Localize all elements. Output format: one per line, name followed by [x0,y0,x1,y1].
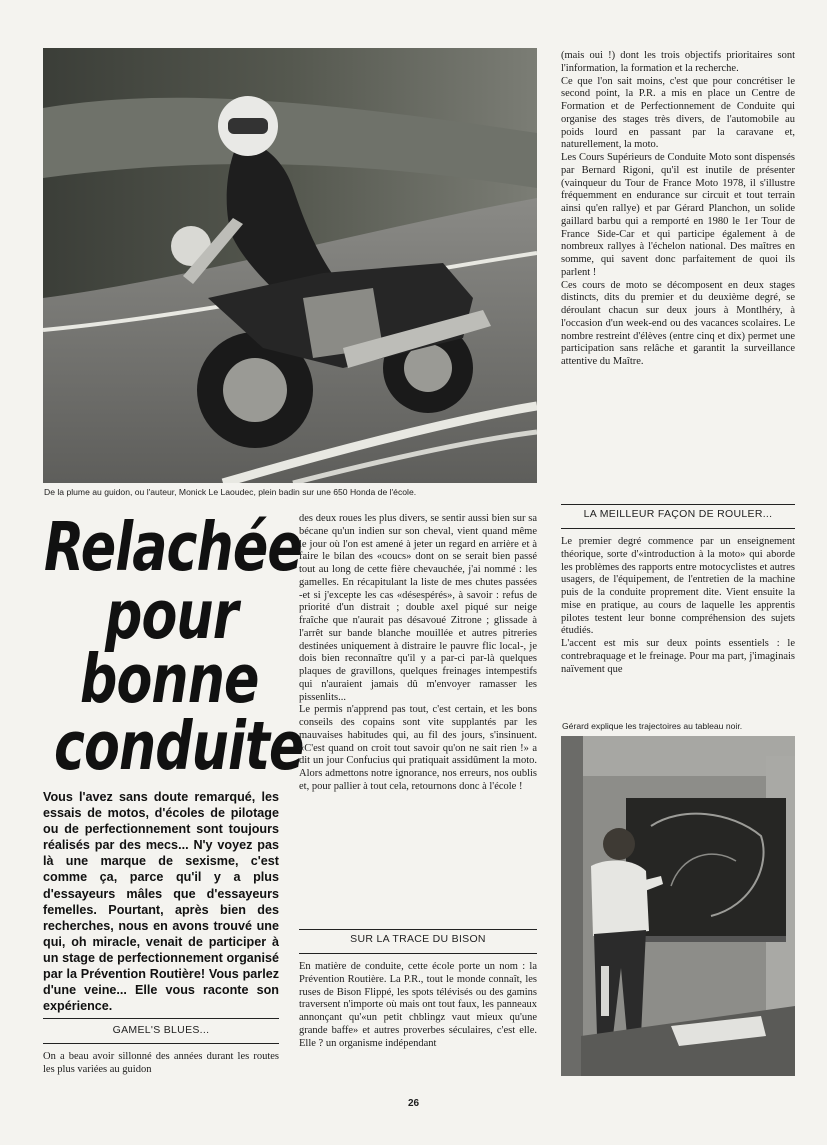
col2-paragraph-2: Le permis n'apprend pas tout, c'est certain, et les bons conseils des copains sont vite supplantés par les mauvaises habitudes qui, au fil des jours, s'insinuent. «C'est quand on croit tout savoir qu'on ne sait rien !» a dit un jour Confucius qui pratiquait assidûment la moto. Alors admettons notre ignorance, nos erreurs, nos oublis et, pour pallier à tout cela, retournons donc à l'école ! [299,704,537,792]
gamel-heading: GAMEL'S BLUES... [112,1024,210,1036]
article-title-line-1: Relachée [44,508,302,587]
motorcycle-photo [43,48,537,483]
col3-paragraph-4: Ces cours de moto se décomposent en deux stages distincts, dits du premier et du deuxième degré, se déroulant chacun sur deux jours à Montlhéry, à l'occasion d'un week-end ou des vacances scolaires. Le nombre restreint d'élèves (entre cinq et dix) permet une participation sans relâche et garantit la surveillance attentive du Maître. [561,279,795,367]
gamel-rule-top [43,1018,279,1019]
article-title-line-3: bonne [80,640,259,719]
col3-paragraph-3: Les Cours Supérieurs de Conduite Moto sont dispensés par Bernard Rigoni, qu'il est inutile de présenter (vainqueur du Tour de France Moto 1978, il s'illustre fréquemment en endurance sur circuit et tout terrain ainsi qu'en rallye) et par Gérard Planchon, un solide gaillard barbu qui a remporté en 1980 le 1er Tour de France Side-Car et qui participe également à de nombreux rallyes à l'échelon national. Des maîtres en somme, qui savent donc parfaitement de quoi ils parlent ! [561,152,795,278]
bison-rule-bottom [299,953,537,954]
col3-paragraph-1: (mais oui !) dont les trois objectifs prioritaires sont l'information, la formation et la recherche. [561,50,795,74]
rouler-rule-top [561,504,795,505]
bison-rule-top [299,929,537,930]
col2-paragraph-1: des deux roues les plus divers, se sentir aussi bien sur sa bécane qu'un indien sur son cheval, vient quand même le jour où l'on est amené à jeter un regard en arrière et à faire le bilan des «coucs» dont on se serait bien passé tout au long de cette fière chevauchée, j'ai nommé : les gamelles. En récapitulant la liste de mes chutes passées -et si j'excepte les cas «désespérés», à savoir : refus de priorité d'un distrait ; double axel piqué sur neige fraîche que n'aurait pas désavoué Zitrone ; glissade à l'arrêt sur bande blanche mouillée et autres pitreries destinées uniquement à distraire le pauvre flic local-, je dois bien reconnaître qu'il y a par-ci par-là quelques plaques de gravillons, quelques freinages intempestifs qui n'auraient jamais dû m'envoyer ramasser les pissenlits... [299,513,537,703]
rouler-paragraph-1: Le premier degré commence par un enseignement théorique, sorte d'«introduction à la moto» qui aborde les problèmes des rapports entre motocyclistes et autres usagers, de l'équipement, de l'entretien de la machine puis de la conduite proprement dite. Vient ensuite la mise en pratique, au cours de laquelle les apprentis pilotes testent leur bonne compréhension des sujets étudiés. [561,536,795,637]
article-intro: Vous l'avez sans doute remarqué, les essais de motos, d'écoles de pilotage ou de perfectionnement sont toujours réalisés par des mecs... N'y voyez pas là une marque de sexisme, c'est comme ça, parce qu'il y a plus d'essayeurs mâles que d'essayeurs femelles. Pourtant, après bien des recherches, nous en avons trouvé une qui, oh miracle, venait de participer à un stage de perfectionnement organisé par la Prévention Routière! Vous parlez d'une veine... Elle vous raconte son expérience. [43,790,279,1014]
bison-paragraph: En matière de conduite, cette école porte un nom : la Prévention Routière. La P.R., tout le monde connaît, les ruses de Bison Flippé, les spots télévisés ou des gamins traversent n'importe où mais ont tout faux, les panneaux annonçant qu'«un petit chblingz vaut mieux qu'une grande baffe» et autres proverbes séculaires, c'est elle. Elle ? un organisme indépendant [299,961,537,1049]
col3-paragraph-2: Ce que l'on sait moins, c'est que pour concrétiser le second point, la P.R. a mis en place un Centre de Formation et de Perfectionnement de Conduite qui organise des stages très divers, de l'automobile au poids lourd en passant par la caravane et, naturellement, la moto. [561,75,795,151]
page-number: 26 [408,1098,420,1109]
rouler-rule-bottom [561,528,795,529]
article-title-line-2: pour [105,576,238,655]
rouler-paragraph-2: L'accent est mis sur deux points essentiels : le contrebraquage et le freinage. Pour ma part, j'imaginais naïvement que [561,638,795,675]
gamel-rule-bottom [43,1043,279,1044]
rouler-heading: LA MEILLEUR FAÇON DE ROULER... [583,508,773,520]
top-photo-caption: De la plume au guidon, ou l'auteur, Monick Le Laoudec, plein badin sur une 650 Honda de l'école. [44,487,417,497]
classroom-photo [561,736,795,1076]
article-title-line-4: conduite [54,707,304,786]
gamel-paragraph: On a beau avoir sillonné des années durant les routes les plus variées au guidon [43,1051,279,1075]
bison-heading: SUR LA TRACE DU BISON [350,933,486,945]
bottom-photo-caption: Gérard explique les trajectoires au tableau noir. [562,721,743,731]
